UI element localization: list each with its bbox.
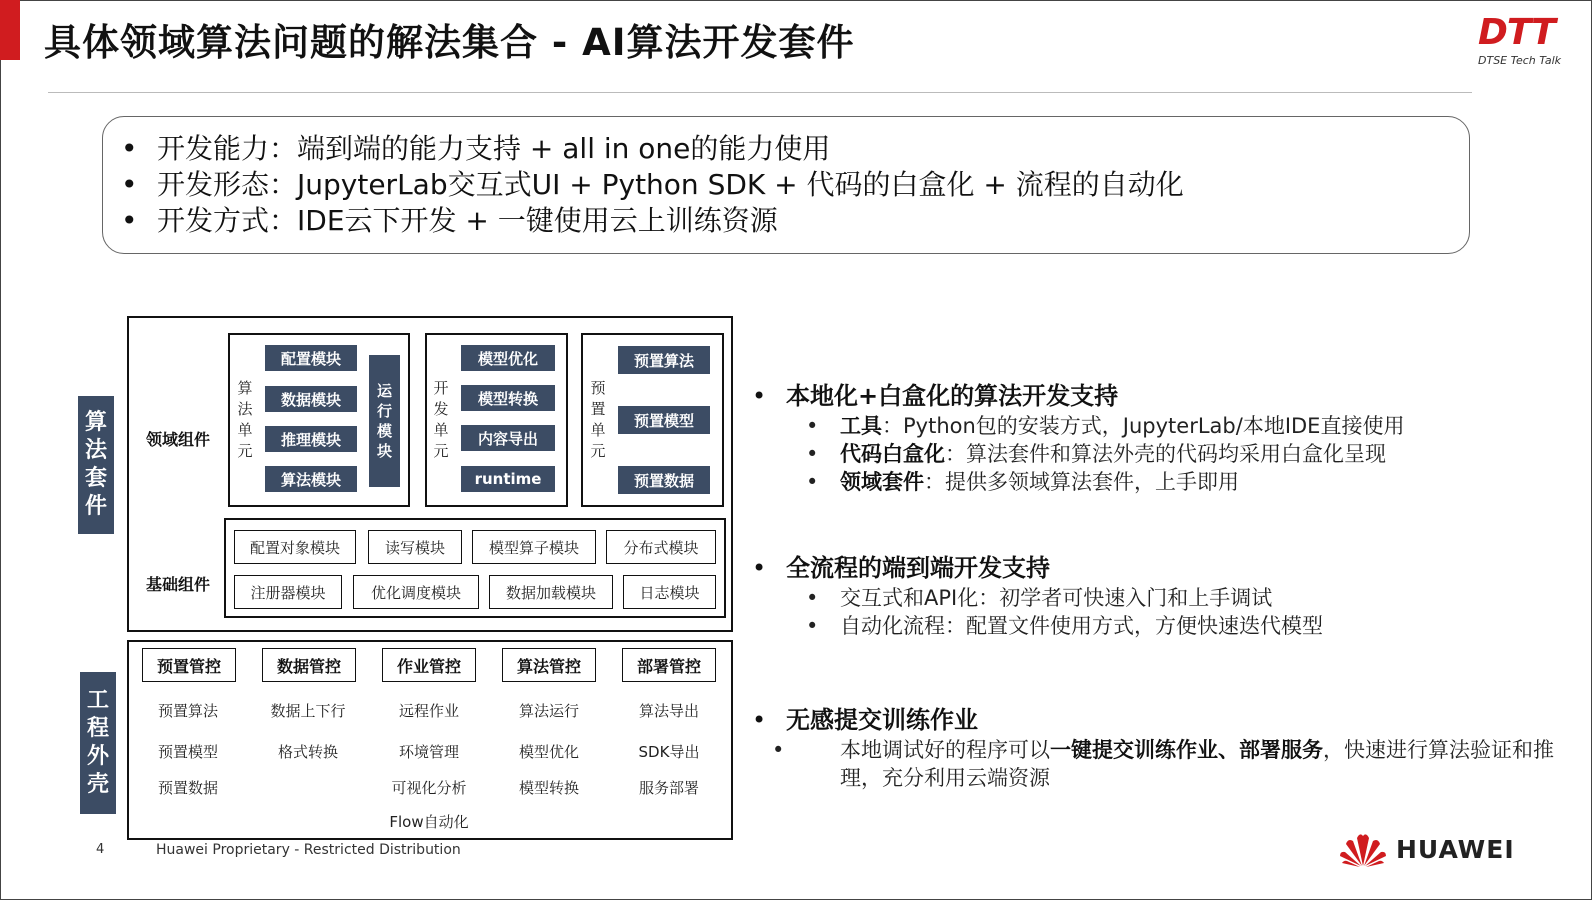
algo-module: 推理模块 bbox=[265, 426, 357, 452]
page-number: 4 bbox=[96, 842, 105, 857]
management-item: 可视化分析 bbox=[391, 779, 467, 797]
slide-title: 具体领域算法问题的解法集合 - AI算法开发套件 bbox=[44, 21, 855, 64]
management-item: 模型转换 bbox=[518, 779, 579, 797]
preset-unit-label: 预置单元 bbox=[590, 379, 606, 460]
base-module: 日志模块 bbox=[623, 575, 716, 609]
dtt-logo bbox=[1478, 14, 1578, 74]
dev-unit-label: 开发单元 bbox=[433, 379, 449, 460]
base-module: 优化调度模块 bbox=[353, 575, 479, 609]
suite-tag: 算法套件 bbox=[78, 396, 114, 534]
feature-point: • 交互式和API化：初学者可快速入门和上手调试 bbox=[806, 586, 1273, 610]
management-title: 预置管控 bbox=[142, 648, 236, 682]
base-components-label: 基础组件 bbox=[146, 575, 211, 594]
shell-tag: 工程外壳 bbox=[80, 672, 116, 814]
feature-heading: • 本地化+白盒化的算法开发支持 bbox=[752, 382, 1119, 410]
summary-box bbox=[102, 116, 1470, 254]
management-title: 部署管控 bbox=[622, 648, 716, 682]
feature-block bbox=[752, 552, 1572, 640]
management-item: 数据上下行 bbox=[270, 702, 346, 720]
management-item: 环境管理 bbox=[398, 743, 459, 761]
base-module: 注册器模块 bbox=[234, 575, 342, 609]
logo-mark: DTT bbox=[1478, 12, 1555, 53]
huawei-logo bbox=[1338, 830, 1515, 868]
base-module: 模型算子模块 bbox=[472, 530, 596, 564]
feature-block bbox=[752, 380, 1572, 496]
feature-point: • 领域套件：提供多领域算法套件，上手即用 bbox=[806, 470, 1239, 494]
domain-components-label: 领域组件 bbox=[146, 430, 211, 449]
management-item: Flow自动化 bbox=[389, 813, 469, 831]
dev-module: 模型转换 bbox=[461, 385, 555, 411]
preset-module: 预置数据 bbox=[618, 466, 710, 494]
base-module: 读写模块 bbox=[368, 530, 462, 564]
brand-name: HUAWEI bbox=[1396, 834, 1515, 864]
title-divider bbox=[48, 92, 1472, 93]
footer-text: Huawei Proprietary - Restricted Distribution bbox=[156, 842, 461, 858]
dev-module: runtime bbox=[461, 466, 555, 492]
dev-module: 内容导出 bbox=[461, 425, 555, 451]
summary-item: • 开发能力：端到端的能力支持 + all in one的能力使用 bbox=[121, 132, 831, 165]
management-item: 服务部署 bbox=[638, 779, 699, 797]
preset-module: 预置模型 bbox=[618, 406, 710, 434]
feature-heading: • 无感提交训练作业 bbox=[752, 706, 978, 734]
management-item: SDK导出 bbox=[638, 743, 700, 761]
accent-bar bbox=[0, 0, 20, 60]
algo-module: 配置模块 bbox=[265, 345, 357, 371]
management-item: 算法运行 bbox=[518, 702, 579, 720]
runner-module: 运行模块 bbox=[369, 355, 400, 487]
dev-module: 模型优化 bbox=[461, 345, 555, 371]
logo-subtitle: DTSE Tech Talk bbox=[1478, 54, 1561, 67]
feature-point: • 本地调试好的程序可以一键提交训练作业、部署服务，快速进行算法验证和推理，充分利用云端资源 bbox=[772, 738, 1554, 790]
feature-point: • 工具：Python包的安装方式，JupyterLab/本地IDE直接使用 bbox=[806, 414, 1405, 438]
algorithm-unit-label: 算法单元 bbox=[237, 379, 253, 460]
base-module: 数据加载模块 bbox=[489, 575, 613, 609]
feature-point: • 代码白盒化：算法套件和算法外壳的代码均采用白盒化呈现 bbox=[806, 442, 1386, 466]
management-item: 预置模型 bbox=[157, 743, 218, 761]
algo-module: 算法模块 bbox=[265, 466, 357, 492]
feature-heading: • 全流程的端到端开发支持 bbox=[752, 554, 1050, 582]
base-module: 分布式模块 bbox=[606, 530, 716, 564]
feature-block bbox=[752, 704, 1572, 792]
base-module: 配置对象模块 bbox=[234, 530, 356, 564]
management-title: 算法管控 bbox=[502, 648, 596, 682]
management-item: 预置数据 bbox=[157, 779, 218, 797]
preset-module: 预置算法 bbox=[618, 346, 710, 374]
feature-point: • 自动化流程：配置文件使用方式，方便快速迭代模型 bbox=[806, 614, 1323, 638]
management-item: 算法导出 bbox=[638, 702, 699, 720]
summary-item: • 开发形态：JupyterLab交互式UI + Python SDK + 代码的白盒化 + 流程的自动化 bbox=[121, 168, 1184, 201]
management-item: 预置算法 bbox=[157, 702, 218, 720]
management-title: 作业管控 bbox=[382, 648, 476, 682]
algo-module: 数据模块 bbox=[265, 386, 357, 412]
management-item: 远程作业 bbox=[398, 702, 459, 720]
summary-item: • 开发方式：IDE云下开发 + 一键使用云上训练资源 bbox=[121, 204, 778, 237]
management-item: 格式转换 bbox=[277, 743, 338, 761]
management-title: 数据管控 bbox=[262, 648, 356, 682]
huawei-flower-icon bbox=[1338, 830, 1388, 868]
management-item: 模型优化 bbox=[518, 743, 579, 761]
